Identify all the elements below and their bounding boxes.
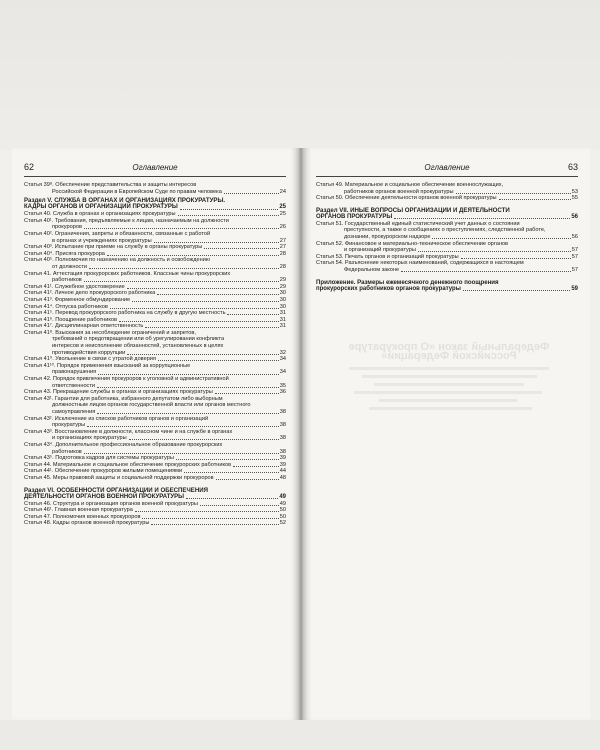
toc-entry-label: Статья 40³. Испытание при приеме на службу в органы прокуратуры <box>24 244 203 251</box>
toc-entry-page: 53 <box>571 188 578 195</box>
toc-entry <box>24 389 286 396</box>
toc-entry-page: 59 <box>571 285 578 292</box>
toc-entry-label: Статья 43. Прекращение службы в органах и организациях прокуратуры <box>24 389 213 396</box>
toc-leader-dots <box>499 199 571 200</box>
toc-entry <box>24 218 286 225</box>
toc-entry-label: Статья 41². Личное дело прокурорского работника <box>24 290 156 297</box>
right-page-header <box>316 162 578 177</box>
toc-entry-label: правонарушения <box>52 369 97 376</box>
toc-entry-label: работников органов военной прокуратуры <box>344 188 454 195</box>
toc-entry <box>24 468 286 475</box>
toc-entry <box>316 234 578 241</box>
toc-entry-page: 28 <box>279 250 286 257</box>
toc-leader-dots <box>145 327 278 328</box>
toc-entry-page: 57 <box>571 253 578 260</box>
toc-entry-page: 38 <box>279 435 286 442</box>
left-page-number: 62 <box>24 162 35 172</box>
toc-entry-label: прокуроров <box>52 224 82 231</box>
toc-entry-page: 30 <box>279 296 286 303</box>
toc-leader-dots <box>151 524 278 525</box>
toc-entry-page: 52 <box>279 520 286 527</box>
toc-entry <box>24 475 286 482</box>
toc-entry <box>24 455 286 462</box>
toc-entry-label: работников <box>52 448 82 455</box>
toc-leader-dots <box>87 426 279 427</box>
toc-entry-page: 49 <box>279 500 286 507</box>
toc-entry <box>24 182 286 189</box>
toc-entry-page: 49 <box>279 493 286 500</box>
toc-entry-page: 39 <box>279 461 286 468</box>
toc-entry-label: Статья 40⁴. Присяга прокурора <box>24 250 105 257</box>
toc-entry <box>24 501 286 508</box>
toc-entry-label: Статья 43⁴. Дополнительное профессиональное образование прокурорских <box>24 441 223 448</box>
toc-entry <box>24 310 286 317</box>
toc-entry <box>24 409 286 416</box>
toc-entry-label: Статья 40¹. Требования, предъявляемые к лицам, назначаемым на должности <box>24 217 229 224</box>
toc-entry-label: Статья 41⁴. Отпуска работников <box>24 303 108 310</box>
open-book <box>12 148 590 720</box>
right-toc-list <box>316 182 578 293</box>
toc-entry-page: 31 <box>279 323 286 330</box>
toc-leader-dots <box>394 218 570 219</box>
left-toc-list <box>24 182 286 527</box>
toc-entry-label: Статья 46. Структура и организация органов военной прокуратуры <box>24 500 198 507</box>
toc-entry-label: Статья 43². Исключение из списков работников органов и организаций <box>24 415 209 422</box>
toc-entry-label: Статья 43¹. Гарантии для работника, избранного депутатом либо выборным <box>24 395 223 402</box>
toc-leader-dots <box>132 301 279 302</box>
toc-entry-page: 25 <box>279 204 286 211</box>
toc-entry-page: 50 <box>279 513 286 520</box>
toc-entry <box>24 383 286 390</box>
scan-background-bottom <box>0 720 600 750</box>
toc-entry-label: Статья 39⁸. Обеспечение представительства и защиты интересов <box>24 182 197 188</box>
toc-entry-label: Статья 45. Меры правовой защиты и социальной поддержки прокуроров <box>24 474 214 481</box>
toc-entry-label: самоуправления <box>52 409 96 415</box>
toc-entry-label: и организаций прокуратуры <box>344 247 416 254</box>
right-page-number: 63 <box>567 162 578 172</box>
toc-entry-page: 44 <box>279 468 286 475</box>
left-page-header <box>24 162 286 177</box>
toc-entry <box>24 244 286 251</box>
toc-entry-page: 39 <box>279 455 286 462</box>
toc-leader-dots <box>157 294 279 295</box>
toc-leader-dots <box>129 439 279 440</box>
toc-leader-dots <box>127 354 278 355</box>
toc-leader-dots <box>97 387 279 388</box>
toc-entry-label: ответственности <box>52 382 96 389</box>
toc-entry-label: Статья 52. Финансовое и материально-техническое обеспечение органов <box>316 240 508 247</box>
toc-leader-dots <box>215 393 279 394</box>
bleed-through-title: Федеральный закон «О прокуратуре Российской Федерации» <box>348 341 550 362</box>
toc-entry-page: 26 <box>279 224 286 231</box>
toc-entry-label: Статья 40². Ограничения, запреты и обязанности, связанные с работой <box>24 230 211 237</box>
toc-entry-label: Федеральном законе <box>344 266 400 273</box>
toc-entry <box>24 429 286 436</box>
toc-entry-label: Статья 51. Государственный единый статистический учет данных о состоянии <box>316 220 520 227</box>
toc-leader-dots <box>204 248 278 249</box>
toc-entry-label: Статья 40⁵. Полномочия по назначению на должность и освобождению <box>24 257 211 264</box>
toc-leader-dots <box>135 511 279 512</box>
toc-entry <box>24 224 286 231</box>
toc-entry <box>24 277 286 284</box>
toc-entry-label: Статья 41⁸. Взыскания за несоблюдение ограничений и запретов, <box>24 329 196 336</box>
toc-section-heading-row <box>24 494 286 501</box>
toc-leader-dots <box>119 321 279 322</box>
toc-leader-dots <box>127 288 279 289</box>
toc-entry-page: 27 <box>279 244 286 251</box>
toc-entry-label: Статья 53. Печать органов и организаций прокуратуры <box>316 253 459 260</box>
toc-leader-dots <box>233 466 279 467</box>
toc-section-heading-row <box>316 286 578 293</box>
toc-leader-dots <box>418 251 571 252</box>
toc-entry-label: Статья 54. Разъяснение некоторых наименований, содержащихся в настоящем <box>316 260 524 267</box>
toc-leader-dots <box>186 498 278 499</box>
toc-leader-dots <box>401 271 571 272</box>
toc-entry-label: в органах и учреждениях прокуратуры <box>52 237 152 244</box>
toc-entry <box>24 520 286 527</box>
toc-entry-page: 57 <box>571 266 578 273</box>
toc-entry <box>316 260 578 267</box>
toc-entry-label: Статья 43⁵. Подготовка кадров для системы прокуратуры <box>24 455 174 462</box>
toc-leader-dots <box>84 453 279 454</box>
toc-entry <box>316 247 578 254</box>
toc-entry-label: дознании, прокурорском надзоре <box>344 233 431 240</box>
toc-entry-page: 48 <box>279 474 286 481</box>
toc-entry <box>24 462 286 469</box>
toc-section-heading: Приложение. Размеры ежемесячного денежного поощрения <box>316 278 499 286</box>
toc-entry-label: Статья 41¹⁰. Порядок применения взысканий за коррупционные <box>24 362 191 369</box>
bleed-through-text <box>324 343 574 623</box>
toc-entry-label: прокуратуры <box>52 422 86 429</box>
toc-entry <box>316 227 578 234</box>
toc-entry <box>24 189 286 196</box>
toc-entry-page: 34 <box>279 369 286 376</box>
toc-entry-page: 31 <box>279 316 286 323</box>
toc-entry-page: 32 <box>279 349 286 356</box>
toc-entry-label: прокурорских работников органов прокуратуры <box>316 285 461 292</box>
toc-section-heading-row <box>316 214 578 221</box>
toc-entry <box>24 416 286 423</box>
left-page-header-title: Оглавление <box>132 163 178 172</box>
toc-entry <box>24 402 286 409</box>
toc-entry-page: 35 <box>279 382 286 389</box>
toc-entry-page: 30 <box>279 290 286 297</box>
toc-leader-dots <box>463 290 570 291</box>
toc-leader-dots <box>224 193 279 194</box>
toc-entry <box>24 442 286 449</box>
toc-leader-dots <box>84 281 279 282</box>
toc-entry <box>24 343 286 350</box>
toc-entry-label: Статья 46¹. Главная военная прокуратура <box>24 507 133 514</box>
toc-leader-dots <box>142 518 278 519</box>
toc-entry-page: 28 <box>279 263 286 270</box>
toc-entry-label: от должности <box>52 263 88 270</box>
toc-entry-label: требований о предотвращении или об урегулировании конфликта <box>52 336 225 343</box>
toc-entry-label: Статья 43³. Восстановление в должности, классном чине и на службе в органах <box>24 428 233 435</box>
toc-entry-page: 36 <box>279 389 286 396</box>
toc-entry-label: Статья 42. Порядок привлечения прокуроров к уголовной и административной <box>24 376 229 383</box>
toc-leader-dots <box>456 193 571 194</box>
toc-leader-dots <box>227 314 278 315</box>
toc-entry-label: Статья 47. Полномочия военных прокуроров <box>24 513 141 520</box>
toc-entry-label: Статья 40. Служба в органах и организациях прокуратуры <box>24 211 176 218</box>
toc-entry-label: должностным лицом органов государственной власти или органов местного <box>52 402 251 409</box>
toc-leader-dots <box>154 242 279 243</box>
toc-leader-dots <box>200 505 279 506</box>
toc-leader-dots <box>184 472 279 473</box>
toc-entry <box>24 264 286 271</box>
toc-entry-label: Российской Федерации в Европейском Суде по правам человека <box>52 188 222 195</box>
toc-entry-label: Статья 41⁷. Дисциплинарная ответственность <box>24 323 144 330</box>
toc-entry-label: и организациях прокуратуры <box>52 435 127 442</box>
toc-entry-page: 38 <box>279 448 286 455</box>
toc-leader-dots <box>176 459 279 460</box>
toc-entry <box>24 238 286 245</box>
toc-entry <box>24 271 286 278</box>
toc-entry-page: 29 <box>279 283 286 290</box>
toc-entry-label: Статья 48. Кадры органов военной прокуратуры <box>24 520 150 527</box>
toc-entry-label: ОРГАНОВ ПРОКУРАТУРЫ <box>316 213 393 220</box>
toc-section-heading: Раздел VII. ИНЫЕ ВОПРОСЫ ОРГАНИЗАЦИИ И ДЕЯТЕЛЬНОСТИ <box>316 206 510 214</box>
toc-entry-label: интересов и неисполнение обязанностей, установленных в целях <box>52 343 224 350</box>
toc-leader-dots <box>89 268 279 269</box>
toc-entry-page: 30 <box>279 303 286 310</box>
toc-entry <box>316 267 578 274</box>
toc-entry-label: КАДРЫ ОРГАНОВ И ОРГАНИЗАЦИЙ ПРОКУРАТУРЫ <box>24 204 178 211</box>
toc-entry-label: Статья 49. Материальное и социальное обеспечение военнослужащих, <box>316 182 504 188</box>
toc-section-heading-row <box>24 204 286 211</box>
toc-entry-page: 31 <box>279 310 286 317</box>
toc-entry <box>24 507 286 514</box>
toc-entry-label: Статья 41⁵. Перевод прокурорского работника на службу в другую местность <box>24 310 226 317</box>
toc-entry-page: 24 <box>279 188 286 195</box>
toc-entry <box>24 290 286 297</box>
toc-entry <box>24 211 286 218</box>
toc-leader-dots <box>84 228 279 229</box>
toc-entry <box>24 376 286 383</box>
toc-entry-label: Статья 44¹. Обеспечение прокуроров жилыми помещениями <box>24 468 183 475</box>
toc-entry-label: противодействия коррупции <box>52 349 126 356</box>
toc-section-heading: Раздел VI. ОСОБЕННОСТИ ОРГАНИЗАЦИИ И ОБЕСПЕЧЕНИЯ <box>24 486 208 494</box>
toc-entry <box>316 182 578 189</box>
toc-section-heading: Раздел V. СЛУЖБА В ОРГАНАХ И ОРГАНИЗАЦИЯХ ПРОКУРАТУРЫ. <box>24 197 226 205</box>
toc-leader-dots <box>180 209 279 210</box>
toc-entry-label: Статья 41. Аттестация прокурорских работников. Классные чины прокурорских <box>24 270 231 277</box>
right-page-header-title: Оглавление <box>424 163 470 172</box>
toc-entry-page: 34 <box>279 356 286 363</box>
toc-leader-dots <box>110 308 279 309</box>
toc-entry <box>316 195 578 202</box>
toc-leader-dots <box>216 479 279 480</box>
toc-entry <box>24 363 286 370</box>
left-page <box>12 148 298 720</box>
toc-entry-page: 27 <box>279 237 286 244</box>
toc-entry-label: Статья 41⁹. Увольнение в связи с утратой доверия <box>24 356 156 363</box>
toc-entry-label: Статья 50. Обеспечение деятельности органов военной прокуратуры <box>316 195 497 202</box>
toc-entry <box>24 257 286 264</box>
right-page <box>304 148 590 720</box>
toc-entry-label: Статья 44. Материальное и социальное обеспечение прокурорских работников <box>24 461 232 468</box>
toc-leader-dots <box>98 374 279 375</box>
toc-leader-dots <box>158 360 279 361</box>
toc-entry-label: Статья 41⁶. Поощрение работников <box>24 316 117 323</box>
toc-entry-page: 56 <box>571 213 578 220</box>
toc-leader-dots <box>178 215 279 216</box>
toc-entry-page: 50 <box>279 507 286 514</box>
toc-entry-page: 25 <box>279 211 286 218</box>
toc-entry <box>24 422 286 429</box>
toc-entry <box>24 435 286 442</box>
toc-leader-dots <box>97 413 278 414</box>
toc-leader-dots <box>461 258 571 259</box>
toc-entry <box>24 297 286 304</box>
toc-entry-label: работников <box>52 277 82 284</box>
toc-entry-label: Статья 41³. Форменное обмундирование <box>24 296 131 303</box>
toc-leader-dots <box>107 255 279 256</box>
toc-leader-dots <box>432 238 570 239</box>
toc-entry-label: ДЕЯТЕЛЬНОСТИ ОРГАНОВ ВОЕННОЙ ПРОКУРАТУРЫ <box>24 493 185 500</box>
toc-entry-page: 38 <box>279 409 286 415</box>
toc-entry <box>24 231 286 238</box>
toc-entry-label: преступности, а также о сообщениях о преступлениях, следственной работе, <box>344 227 546 234</box>
toc-entry-page: 57 <box>571 247 578 254</box>
toc-entry-label: Статья 41¹. Служебное удостоверение <box>24 283 125 290</box>
toc-entry-page: 55 <box>571 195 578 202</box>
scan-background-top <box>0 0 600 150</box>
toc-entry-page: 38 <box>279 422 286 429</box>
toc-entry-page: 56 <box>571 233 578 240</box>
toc-entry-page: 29 <box>279 277 286 284</box>
toc-entry <box>24 284 286 291</box>
toc-entry <box>24 323 286 330</box>
toc-entry <box>24 356 286 363</box>
